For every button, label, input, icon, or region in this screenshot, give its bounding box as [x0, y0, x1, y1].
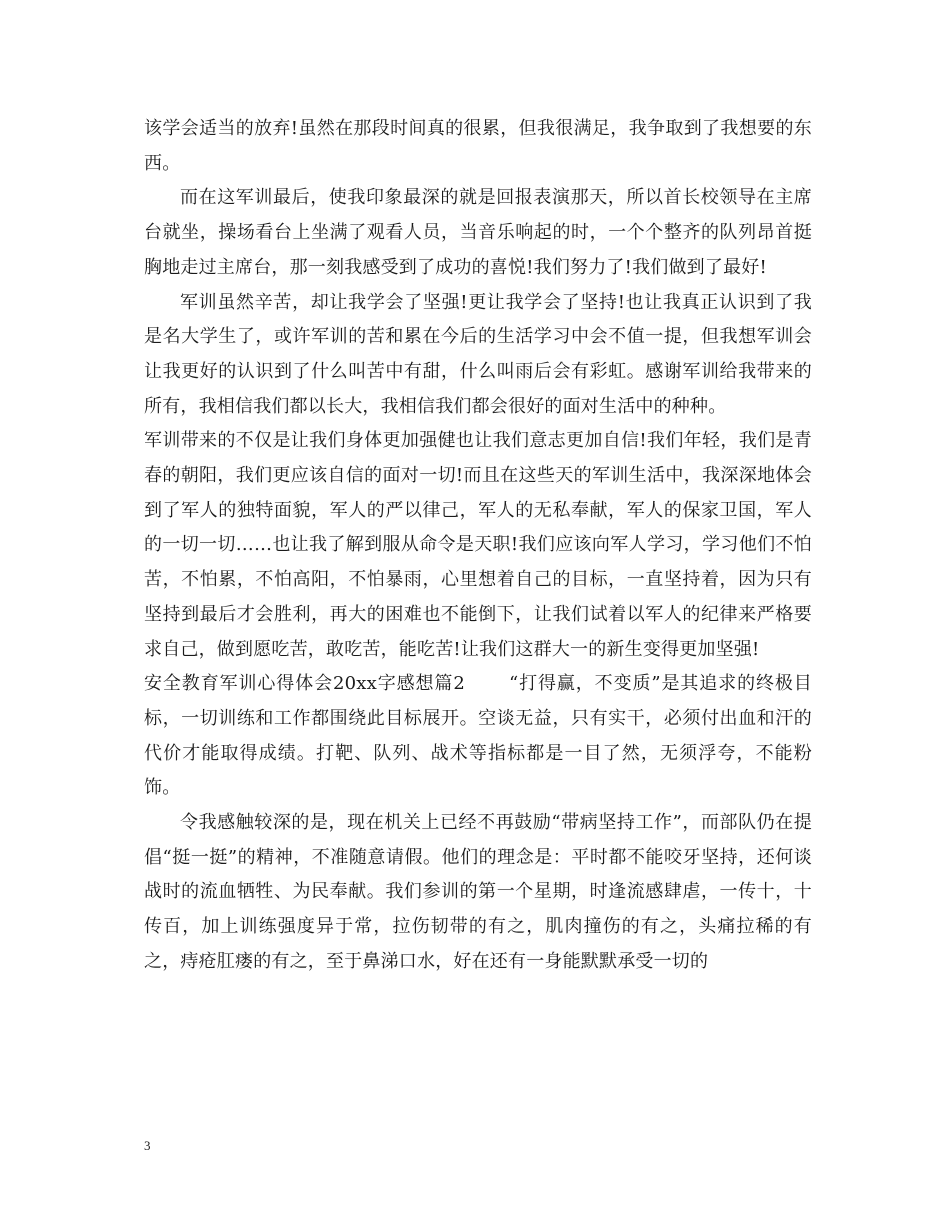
document-body [144, 112, 812, 980]
paragraph-4: 军训带来的不仅是让我们身体更加强健也让我们意志更加自信!我们年轻，我们是青春的朝阳，我们更应该自信的面对一切!而且在这些天的军训生活中，我深深地体会到了军人的独特面貌，军人的严以律己，军人的无私奉献，军人的保家卫国，军人的一切一切……也让我了解到服从命令是天职!我们应该向军人学习，学习他们不怕苦，不怕累，不怕高阳，不怕暴雨，心里想着自己的目标，一直坚持着，因为只有坚持到最后才会胜利，再大的困难也不能倒下，让我们试着以军人的纪律来严格要求自己，做到愿吃苦，敢吃苦，能吃苦!让我们这群大一的新生变得更加坚强! [144, 430, 812, 660]
paragraph-2: 而在这军训最后，使我印象最深的就是回报表演那天，所以首长校领导在主席台就坐，操场看台上坐满了观看人员，当音乐响起的时，一个个整齐的队列昂首挺胸地走过主席台，那一刻我感受到了成功的喜悦!我们努力了!我们做到了最好! [144, 187, 812, 278]
paragraph-6: 令我感触较深的是，现在机关上已经不再鼓励“带病坚持工作”，而部队仍在提倡“挺一挺”的精神，不准随意请假。他们的理念是：平时都不能咬牙坚持，还何谈战时的流血牺牲、为民奉献。我们参训的第一个星期，时逢流感肆虐，一传十，十传百，加上训练强度异于常，拉伤韧带的有之，肌肉撞伤的有之，头痛拉稀的有之，痔疮肛瘘的有之，至于鼻涕口水，好在还有一身能默默承受一切的 [144, 812, 812, 972]
section-paragraph [144, 667, 812, 806]
section-lead-text: “打得赢，不变质”是其追求的终极目标，一切训练和工作都围绕此目标展开。空谈无益，只有实干，必须付出血和汗的代价才能取得成绩。打靶、队列、战术等指标都是一目了然，无须浮夸，不能粉饰。 [144, 673, 812, 799]
paragraph-3: 军训虽然辛苦，却让我学会了坚强!更让我学会了坚持!也让我真正认识到了我是名大学生了，或许军训的苦和累在今后的生活学习中会不值一提，但我想军训会让我更好的认识到了什么叫苦中有甜，什么叫雨后会有彩虹。感谢军训给我带来的所有，我相信我们都以长大，我相信我们都会很好的面对生活中的种种。 [144, 291, 812, 417]
page-number: 3 [144, 1138, 151, 1153]
section-heading: 安全教育军训心得体会20xx字感想篇2 [144, 673, 465, 695]
paragraph-1: 该学会适当的放弃!虽然在那段时间真的很累，但我很满足，我争取到了我想要的东西。 [144, 118, 812, 174]
